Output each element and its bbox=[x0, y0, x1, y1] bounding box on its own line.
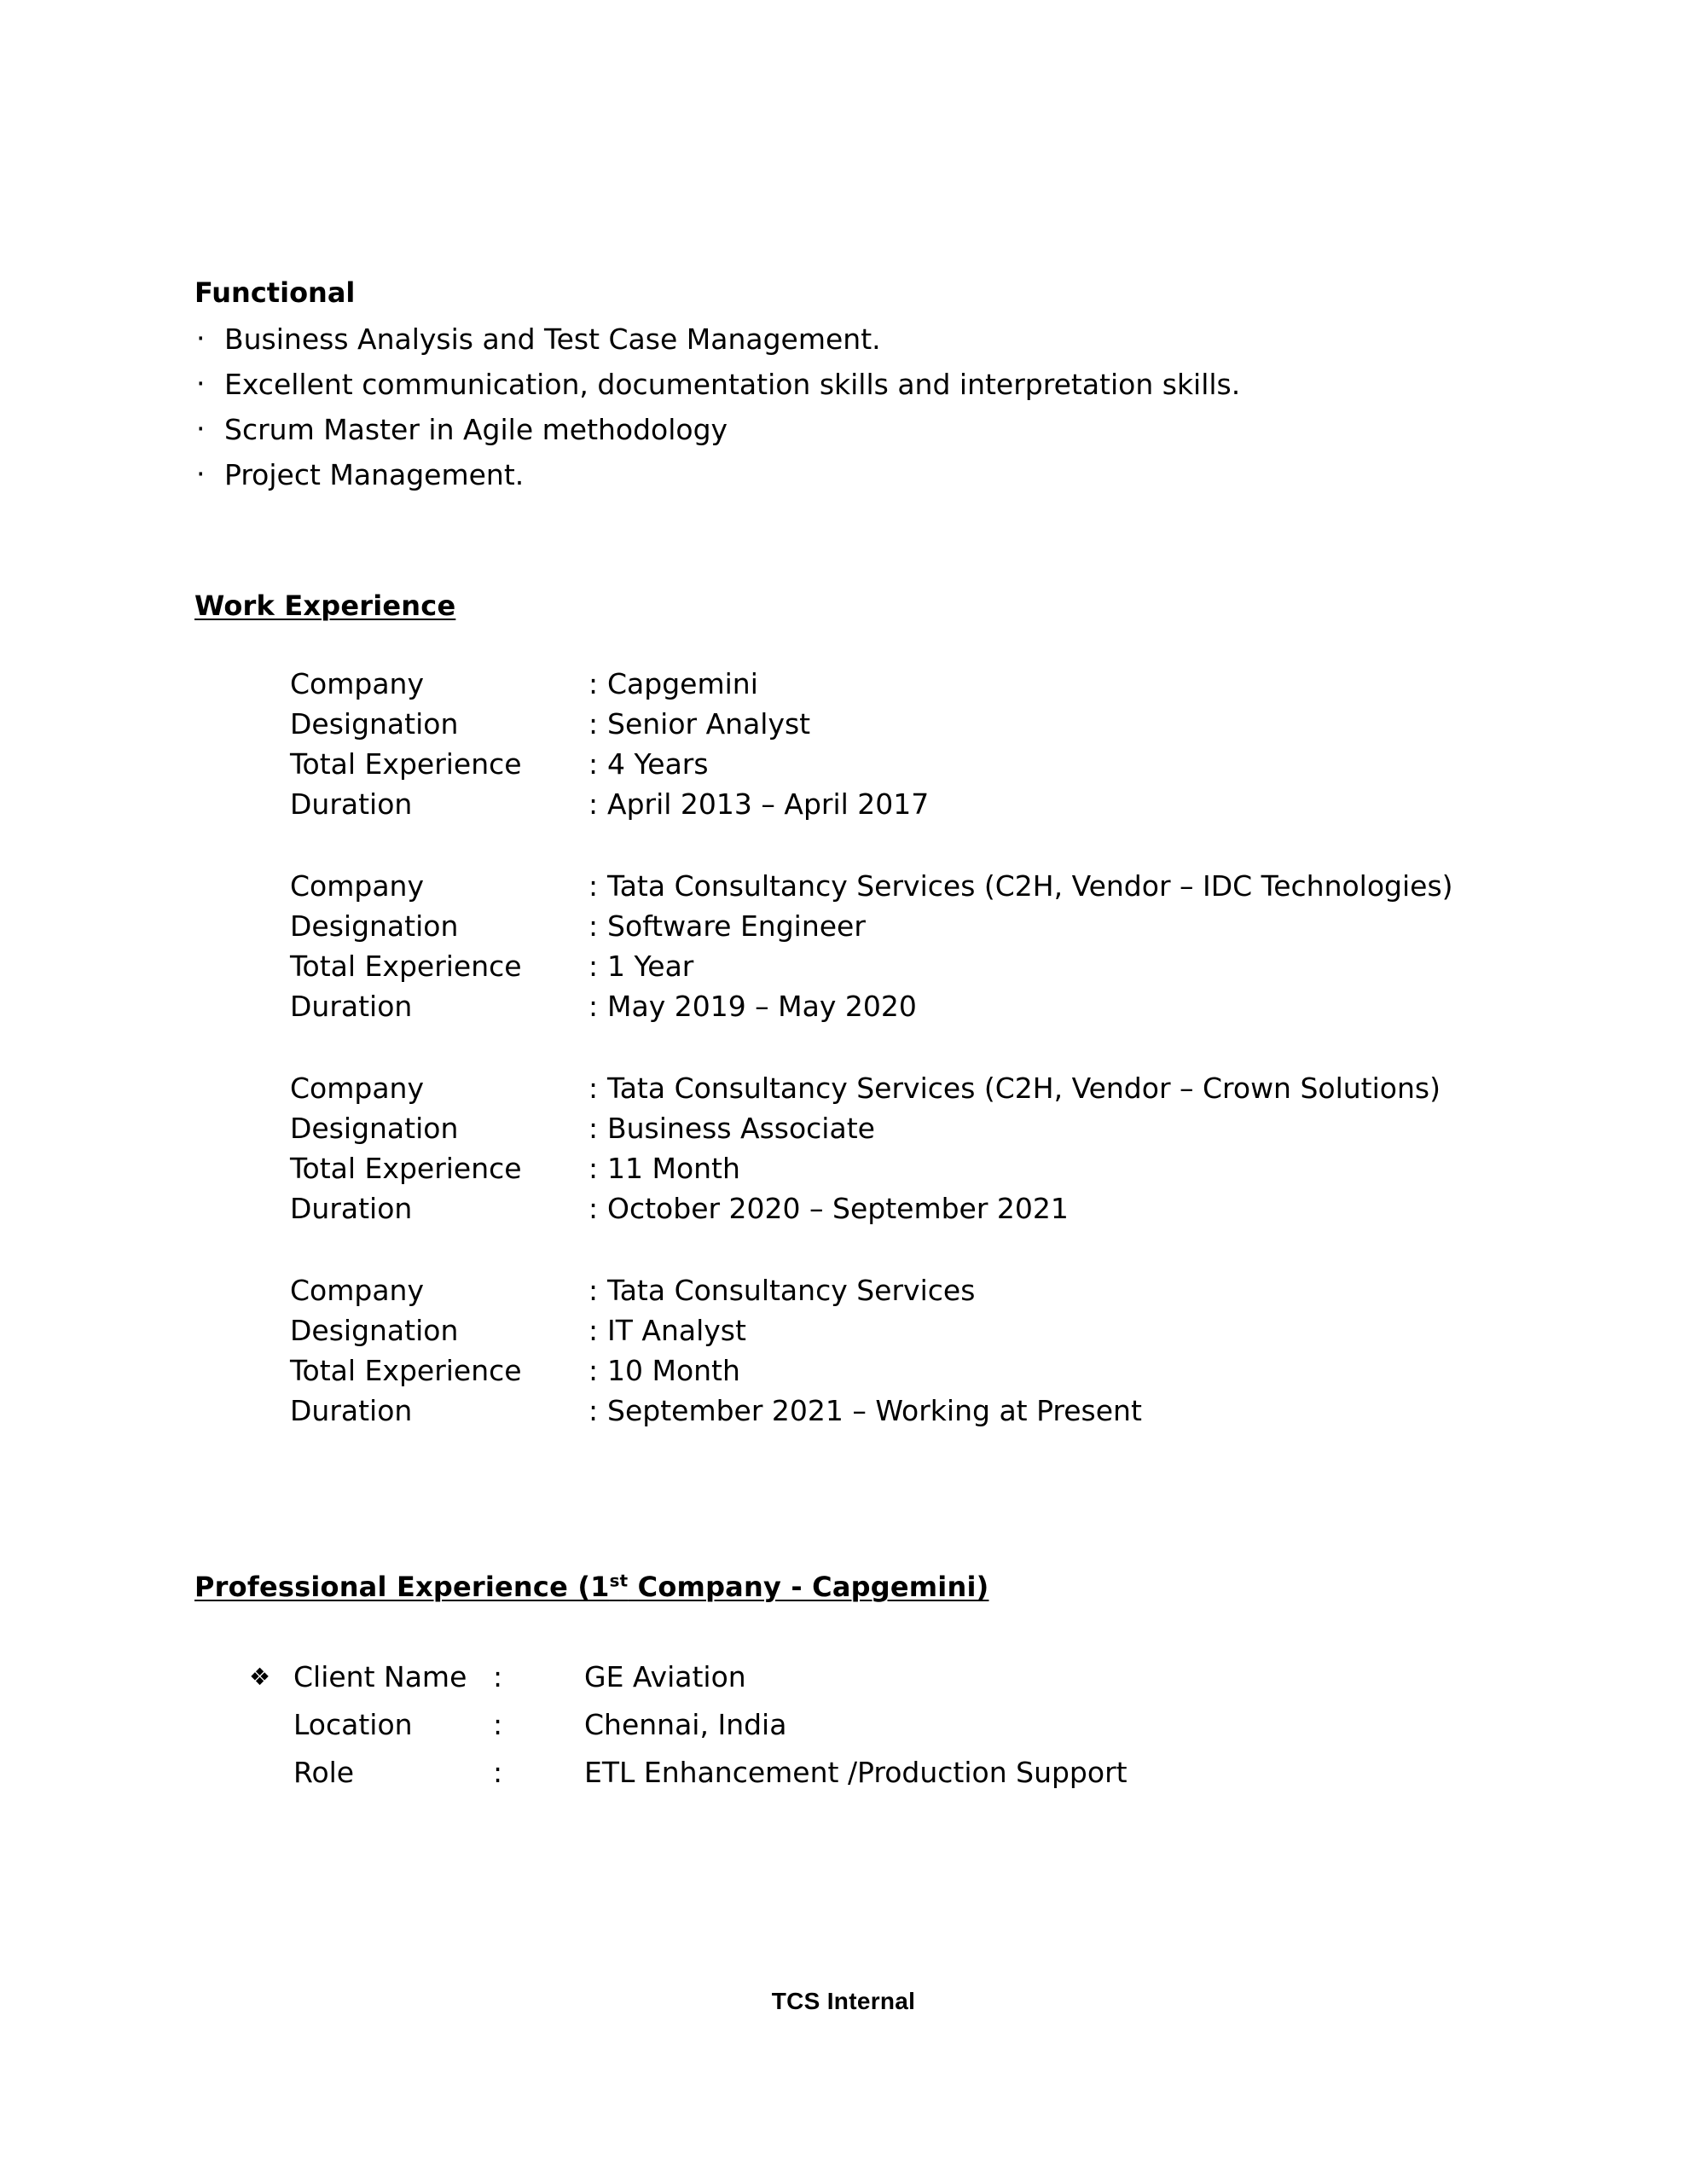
row-colon: : bbox=[588, 1072, 599, 1105]
dot-bullet-icon: · bbox=[196, 457, 206, 491]
heading-suffix: Company - Capgemini) bbox=[628, 1571, 989, 1603]
row-label: Total Experience bbox=[290, 1152, 522, 1185]
row-colon: : bbox=[588, 1152, 599, 1185]
list-item bbox=[194, 414, 1240, 446]
professional-experience-heading bbox=[194, 1568, 988, 1606]
dot-bullet-icon: · bbox=[196, 322, 206, 355]
row-colon: : bbox=[588, 869, 599, 903]
footer-classification-label: TCS Internal bbox=[771, 1988, 916, 2014]
list-item-label: Scrum Master in Agile methodology bbox=[224, 413, 728, 446]
work-experience-heading: Work Experience bbox=[194, 590, 456, 622]
row-value: May 2019 – May 2020 bbox=[607, 990, 917, 1023]
row-colon: : bbox=[588, 1314, 599, 1347]
row-colon: : bbox=[588, 747, 599, 781]
row-colon: : bbox=[588, 1192, 599, 1225]
functional-heading: Functional bbox=[194, 276, 356, 309]
row-colon: : bbox=[588, 1274, 599, 1307]
table-row bbox=[290, 946, 1453, 986]
row-value: 11 Month bbox=[607, 1152, 740, 1185]
list-item bbox=[194, 369, 1240, 401]
row-value: Tata Consultancy Services (C2H, Vendor – IDC Technologies) bbox=[607, 869, 1453, 903]
row-value: ETL Enhancement /Production Support bbox=[584, 1756, 1128, 1789]
row-value: April 2013 – April 2017 bbox=[607, 787, 930, 821]
row-value: 4 Years bbox=[607, 747, 709, 781]
list-item-label: Business Analysis and Test Case Management. bbox=[224, 322, 881, 356]
row-label: Duration bbox=[290, 1394, 413, 1427]
row-value: Senior Analyst bbox=[607, 707, 811, 741]
row-label: Client Name bbox=[293, 1660, 467, 1693]
table-row bbox=[290, 1108, 1453, 1148]
row-colon: : bbox=[588, 1112, 599, 1145]
row-label: Duration bbox=[290, 787, 413, 821]
row-value: 1 Year bbox=[607, 950, 694, 983]
row-label: Company bbox=[290, 869, 424, 903]
row-label: Total Experience bbox=[290, 1354, 522, 1387]
table-row bbox=[290, 1350, 1453, 1391]
work-experience-group bbox=[290, 1270, 1453, 1431]
table-row bbox=[290, 1391, 1453, 1431]
table-row bbox=[290, 1148, 1453, 1188]
heading-ordinal-suffix: st bbox=[609, 1571, 629, 1591]
row-label: Duration bbox=[290, 990, 413, 1023]
table-row bbox=[290, 664, 1453, 704]
row-value: Chennai, India bbox=[584, 1708, 787, 1741]
row-colon: : bbox=[493, 1708, 503, 1741]
row-value: GE Aviation bbox=[584, 1660, 746, 1693]
list-item-label: Excellent communication, documentation skills and interpretation skills. bbox=[224, 368, 1241, 401]
table-row bbox=[290, 986, 1453, 1026]
row-label: Designation bbox=[290, 707, 459, 741]
work-experience-group bbox=[290, 664, 1453, 824]
row-value: Tata Consultancy Services (C2H, Vendor – Crown Solutions) bbox=[607, 1072, 1441, 1105]
row-label: Duration bbox=[290, 1192, 413, 1225]
row-colon: : bbox=[588, 990, 599, 1023]
table-row bbox=[290, 1270, 1453, 1310]
row-colon: : bbox=[588, 950, 599, 983]
row-label: Designation bbox=[290, 909, 459, 943]
row-value: Software Engineer bbox=[607, 909, 866, 943]
row-label: Designation bbox=[290, 1112, 459, 1145]
row-value: Tata Consultancy Services bbox=[607, 1274, 976, 1307]
heading-prefix: Professional Experience (1 bbox=[194, 1571, 610, 1603]
table-row bbox=[249, 1749, 1128, 1797]
dot-bullet-icon: · bbox=[196, 412, 206, 445]
table-row bbox=[290, 866, 1453, 906]
row-value: September 2021 – Working at Present bbox=[607, 1394, 1142, 1427]
table-row bbox=[290, 1068, 1453, 1108]
row-value: October 2020 – September 2021 bbox=[607, 1192, 1069, 1225]
row-label: Designation bbox=[290, 1314, 459, 1347]
row-value: Business Associate bbox=[607, 1112, 875, 1145]
functional-section bbox=[194, 275, 1240, 491]
row-label: Company bbox=[290, 667, 424, 700]
table-row bbox=[290, 1188, 1453, 1228]
table-row bbox=[290, 704, 1453, 744]
client-details-block bbox=[249, 1653, 1128, 1797]
row-label: Role bbox=[293, 1756, 355, 1789]
row-colon: : bbox=[493, 1660, 503, 1693]
work-experience-group bbox=[290, 1068, 1453, 1228]
table-row bbox=[290, 744, 1453, 784]
row-colon: : bbox=[493, 1756, 503, 1789]
work-experience-groups bbox=[290, 664, 1453, 1431]
work-experience-group bbox=[290, 866, 1453, 1026]
list-item-label: Project Management. bbox=[224, 458, 525, 491]
list-item bbox=[194, 323, 1240, 356]
table-row bbox=[290, 1310, 1453, 1350]
row-label: Total Experience bbox=[290, 747, 522, 781]
table-row bbox=[290, 784, 1453, 824]
row-colon: : bbox=[588, 909, 599, 943]
row-colon: : bbox=[588, 707, 599, 741]
list-item bbox=[194, 459, 1240, 491]
functional-bullet-list bbox=[194, 323, 1240, 491]
row-colon: : bbox=[588, 667, 599, 700]
dot-bullet-icon: · bbox=[196, 367, 206, 400]
row-colon: : bbox=[588, 1354, 599, 1387]
table-row bbox=[249, 1701, 1128, 1749]
table-row bbox=[249, 1653, 1128, 1701]
row-label: Location bbox=[293, 1708, 413, 1741]
table-row bbox=[290, 906, 1453, 946]
row-label: Total Experience bbox=[290, 950, 522, 983]
row-label: Company bbox=[290, 1072, 424, 1105]
row-label: Company bbox=[290, 1274, 424, 1307]
row-value: IT Analyst bbox=[607, 1314, 746, 1347]
row-value: 10 Month bbox=[607, 1354, 740, 1387]
row-colon: : bbox=[588, 1394, 599, 1427]
row-value: Capgemini bbox=[607, 667, 758, 700]
row-colon: : bbox=[588, 787, 599, 821]
diamond-bullet-icon: ❖ bbox=[249, 1663, 271, 1691]
